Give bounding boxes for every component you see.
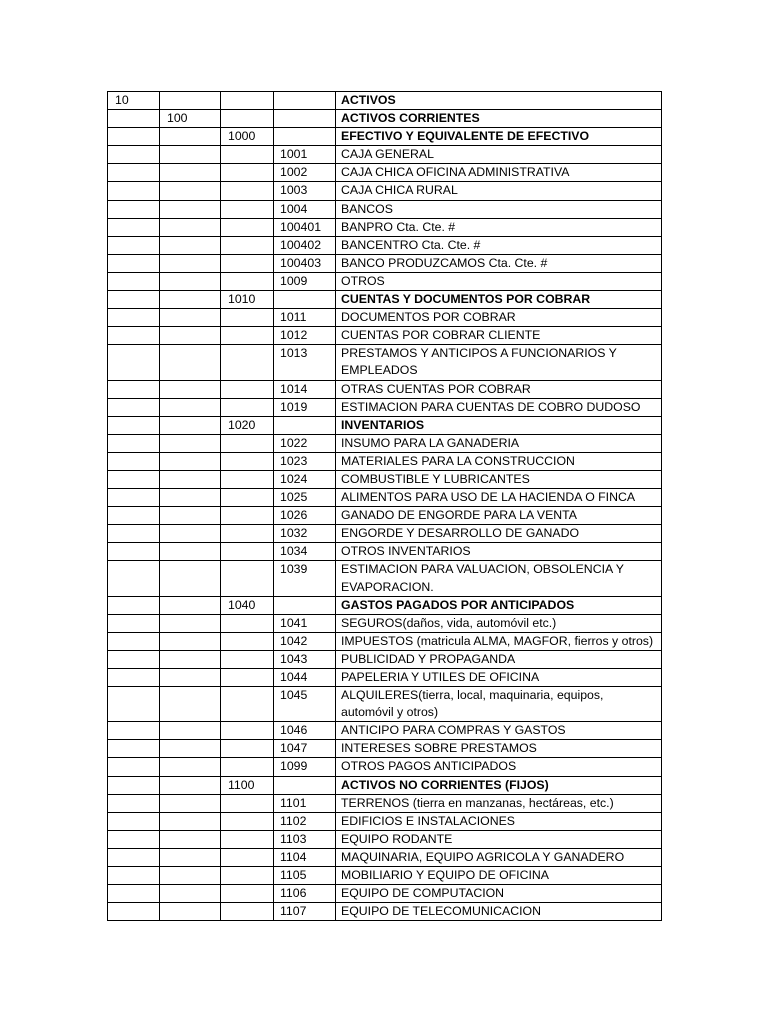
account-class-cell — [108, 848, 160, 866]
table-row — [108, 200, 662, 218]
account-group-cell — [160, 596, 221, 614]
account-code-cell: 1012 — [274, 327, 336, 345]
account-code-cell: 1046 — [274, 722, 336, 740]
account-group-cell — [160, 776, 221, 794]
account-subgroup-cell — [221, 92, 274, 110]
account-class-cell — [108, 110, 160, 128]
account-subgroup-cell — [221, 398, 274, 416]
account-subgroup-cell: 1040 — [221, 596, 274, 614]
account-name-cell: ESTIMACION PARA CUENTAS DE COBRO DUDOSO — [336, 398, 662, 416]
account-code-cell: 1044 — [274, 669, 336, 687]
account-code-cell: 1009 — [274, 272, 336, 290]
account-class-cell — [108, 740, 160, 758]
account-name-cell: ACTIVOS — [336, 92, 662, 110]
account-class-cell — [108, 236, 160, 254]
account-class-cell — [108, 632, 160, 650]
account-name-cell: BANCENTRO Cta. Cte. # — [336, 236, 662, 254]
account-code-cell — [274, 128, 336, 146]
chart-of-accounts-table — [107, 91, 662, 921]
table-row — [108, 740, 662, 758]
account-group-cell — [160, 272, 221, 290]
table-row — [108, 596, 662, 614]
account-code-cell — [274, 92, 336, 110]
account-group-cell — [160, 722, 221, 740]
account-subgroup-cell — [221, 236, 274, 254]
account-group-cell — [160, 885, 221, 903]
account-class-cell — [108, 722, 160, 740]
account-subgroup-cell — [221, 687, 274, 722]
table-row — [108, 794, 662, 812]
account-group-cell — [160, 903, 221, 921]
account-code-cell: 1022 — [274, 434, 336, 452]
account-class-cell — [108, 614, 160, 632]
account-code-cell: 1026 — [274, 507, 336, 525]
account-name-cell: ACTIVOS NO CORRIENTES (FIJOS) — [336, 776, 662, 794]
table-row — [108, 254, 662, 272]
account-subgroup-cell — [221, 650, 274, 668]
account-name-cell: MAQUINARIA, EQUIPO AGRICOLA Y GANADERO — [336, 848, 662, 866]
account-subgroup-cell — [221, 218, 274, 236]
account-class-cell — [108, 812, 160, 830]
account-group-cell — [160, 830, 221, 848]
account-code-cell: 1032 — [274, 525, 336, 543]
account-code-cell: 100401 — [274, 218, 336, 236]
account-group-cell — [160, 380, 221, 398]
account-name-cell: ALIMENTOS PARA USO DE LA HACIENDA O FINCA — [336, 489, 662, 507]
account-subgroup-cell — [221, 794, 274, 812]
account-code-cell: 1014 — [274, 380, 336, 398]
table-row — [108, 614, 662, 632]
table-row — [108, 830, 662, 848]
account-subgroup-cell — [221, 740, 274, 758]
account-name-cell: EQUIPO DE COMPUTACION — [336, 885, 662, 903]
account-code-cell: 1041 — [274, 614, 336, 632]
table-row — [108, 776, 662, 794]
account-name-cell: CAJA GENERAL — [336, 146, 662, 164]
table-body — [108, 92, 662, 921]
account-code-cell: 1099 — [274, 758, 336, 776]
account-group-cell — [160, 669, 221, 687]
account-group-cell — [160, 327, 221, 345]
account-subgroup-cell — [221, 452, 274, 470]
account-subgroup-cell — [221, 669, 274, 687]
account-group-cell — [160, 507, 221, 525]
account-name-cell: CAJA CHICA OFICINA ADMINISTRATIVA — [336, 164, 662, 182]
account-group-cell — [160, 182, 221, 200]
table-row — [108, 669, 662, 687]
account-class-cell — [108, 885, 160, 903]
account-class-cell — [108, 758, 160, 776]
account-code-cell: 1102 — [274, 812, 336, 830]
account-subgroup-cell — [221, 885, 274, 903]
table-row — [108, 650, 662, 668]
account-group-cell — [160, 146, 221, 164]
table-row — [108, 489, 662, 507]
table-row — [108, 182, 662, 200]
account-group-cell — [160, 470, 221, 488]
account-name-cell: BANCOS — [336, 200, 662, 218]
account-group-cell — [160, 650, 221, 668]
account-subgroup-cell — [221, 164, 274, 182]
account-group-cell — [160, 200, 221, 218]
account-code-cell: 1019 — [274, 398, 336, 416]
account-code-cell: 1045 — [274, 687, 336, 722]
account-group-cell — [160, 794, 221, 812]
table-row — [108, 867, 662, 885]
table-row — [108, 525, 662, 543]
account-name-cell: MOBILIARIO Y EQUIPO DE OFICINA — [336, 867, 662, 885]
account-subgroup-cell: 1100 — [221, 776, 274, 794]
account-name-cell: EQUIPO DE TELECOMUNICACION — [336, 903, 662, 921]
account-group-cell — [160, 687, 221, 722]
account-code-cell: 1011 — [274, 309, 336, 327]
table-row — [108, 561, 662, 596]
account-class-cell — [108, 327, 160, 345]
account-subgroup-cell — [221, 848, 274, 866]
table-row — [108, 632, 662, 650]
account-name-cell: BANCO PRODUZCAMOS Cta. Cte. # — [336, 254, 662, 272]
account-subgroup-cell — [221, 903, 274, 921]
table-row — [108, 687, 662, 722]
account-name-cell: ACTIVOS CORRIENTES — [336, 110, 662, 128]
account-name-cell: CUENTAS POR COBRAR CLIENTE — [336, 327, 662, 345]
table-row — [108, 236, 662, 254]
account-class-cell — [108, 434, 160, 452]
account-group-cell — [160, 434, 221, 452]
account-class-cell — [108, 272, 160, 290]
account-code-cell — [274, 110, 336, 128]
table-row — [108, 146, 662, 164]
account-code-cell: 1013 — [274, 345, 336, 380]
table-row — [108, 327, 662, 345]
table-row — [108, 380, 662, 398]
account-class-cell — [108, 687, 160, 722]
account-group-cell — [160, 848, 221, 866]
table-row — [108, 110, 662, 128]
account-name-cell: PAPELERIA Y UTILES DE OFICINA — [336, 669, 662, 687]
account-class-cell — [108, 525, 160, 543]
account-name-cell: ESTIMACION PARA VALUACION, OBSOLENCIA Y EVAPORACION. — [336, 561, 662, 596]
account-name-cell: INSUMO PARA LA GANADERIA — [336, 434, 662, 452]
account-subgroup-cell — [221, 272, 274, 290]
account-class-cell — [108, 794, 160, 812]
account-group-cell — [160, 452, 221, 470]
account-subgroup-cell — [221, 200, 274, 218]
account-code-cell: 1004 — [274, 200, 336, 218]
account-class-cell — [108, 452, 160, 470]
account-group-cell — [160, 632, 221, 650]
account-name-cell: ENGORDE Y DESARROLLO DE GANADO — [336, 525, 662, 543]
account-class-cell — [108, 650, 160, 668]
account-subgroup-cell — [221, 182, 274, 200]
account-class-cell — [108, 543, 160, 561]
account-code-cell: 1105 — [274, 867, 336, 885]
table-row — [108, 128, 662, 146]
table-row — [108, 543, 662, 561]
account-subgroup-cell — [221, 543, 274, 561]
table-row — [108, 398, 662, 416]
table-row — [108, 758, 662, 776]
table-row — [108, 291, 662, 309]
account-group-cell — [160, 309, 221, 327]
account-code-cell: 1106 — [274, 885, 336, 903]
account-code-cell: 1024 — [274, 470, 336, 488]
account-code-cell: 1104 — [274, 848, 336, 866]
account-class-cell — [108, 291, 160, 309]
account-code-cell — [274, 776, 336, 794]
account-group-cell — [160, 345, 221, 380]
account-subgroup-cell — [221, 470, 274, 488]
account-subgroup-cell — [221, 110, 274, 128]
account-code-cell — [274, 291, 336, 309]
account-class-cell — [108, 470, 160, 488]
account-group-cell — [160, 416, 221, 434]
account-code-cell: 1043 — [274, 650, 336, 668]
account-subgroup-cell — [221, 632, 274, 650]
account-subgroup-cell — [221, 380, 274, 398]
account-code-cell: 1001 — [274, 146, 336, 164]
account-name-cell: CAJA CHICA RURAL — [336, 182, 662, 200]
table-row — [108, 722, 662, 740]
table-row — [108, 470, 662, 488]
account-code-cell: 1003 — [274, 182, 336, 200]
table-row — [108, 218, 662, 236]
account-subgroup-cell: 1000 — [221, 128, 274, 146]
account-group-cell — [160, 92, 221, 110]
account-name-cell: SEGUROS(daños, vida, automóvil etc.) — [336, 614, 662, 632]
account-group-cell: 100 — [160, 110, 221, 128]
table-row — [108, 812, 662, 830]
account-name-cell: OTRAS CUENTAS POR COBRAR — [336, 380, 662, 398]
account-code-cell: 1039 — [274, 561, 336, 596]
account-group-cell — [160, 164, 221, 182]
account-class-cell — [108, 345, 160, 380]
account-subgroup-cell — [221, 254, 274, 272]
account-subgroup-cell — [221, 561, 274, 596]
account-name-cell: DOCUMENTOS POR COBRAR — [336, 309, 662, 327]
account-class-cell — [108, 596, 160, 614]
account-group-cell — [160, 218, 221, 236]
account-code-cell: 1034 — [274, 543, 336, 561]
account-name-cell: TERRENOS (tierra en manzanas, hectáreas, etc.) — [336, 794, 662, 812]
account-subgroup-cell — [221, 345, 274, 380]
account-name-cell: OTROS — [336, 272, 662, 290]
table-row — [108, 309, 662, 327]
table-row — [108, 92, 662, 110]
account-name-cell: OTROS INVENTARIOS — [336, 543, 662, 561]
table-row — [108, 164, 662, 182]
account-group-cell — [160, 614, 221, 632]
account-code-cell: 1025 — [274, 489, 336, 507]
account-class-cell — [108, 669, 160, 687]
table-row — [108, 345, 662, 380]
table-row — [108, 434, 662, 452]
account-name-cell: BANPRO Cta. Cte. # — [336, 218, 662, 236]
account-group-cell — [160, 867, 221, 885]
account-class-cell — [108, 776, 160, 794]
account-code-cell: 100403 — [274, 254, 336, 272]
account-class-cell — [108, 398, 160, 416]
account-class-cell — [108, 254, 160, 272]
account-code-cell — [274, 416, 336, 434]
account-class-cell — [108, 830, 160, 848]
account-class-cell — [108, 309, 160, 327]
account-class-cell — [108, 146, 160, 164]
account-class-cell — [108, 164, 160, 182]
account-subgroup-cell — [221, 327, 274, 345]
account-name-cell: ANTICIPO PARA COMPRAS Y GASTOS — [336, 722, 662, 740]
account-group-cell — [160, 291, 221, 309]
account-subgroup-cell — [221, 525, 274, 543]
table-row — [108, 848, 662, 866]
account-subgroup-cell — [221, 812, 274, 830]
account-class-cell — [108, 380, 160, 398]
account-class-cell — [108, 903, 160, 921]
account-name-cell: GASTOS PAGADOS POR ANTICIPADOS — [336, 596, 662, 614]
table-row — [108, 416, 662, 434]
account-name-cell: CUENTAS Y DOCUMENTOS POR COBRAR — [336, 291, 662, 309]
account-class-cell — [108, 128, 160, 146]
account-subgroup-cell — [221, 830, 274, 848]
account-code-cell: 1002 — [274, 164, 336, 182]
account-subgroup-cell — [221, 489, 274, 507]
account-group-cell — [160, 561, 221, 596]
table-row — [108, 452, 662, 470]
account-subgroup-cell — [221, 722, 274, 740]
account-name-cell: EQUIPO RODANTE — [336, 830, 662, 848]
account-subgroup-cell — [221, 434, 274, 452]
account-code-cell — [274, 596, 336, 614]
account-subgroup-cell — [221, 867, 274, 885]
account-group-cell — [160, 489, 221, 507]
account-name-cell: MATERIALES PARA LA CONSTRUCCION — [336, 452, 662, 470]
table-row — [108, 272, 662, 290]
account-class-cell — [108, 182, 160, 200]
account-class-cell — [108, 200, 160, 218]
account-name-cell: INTERESES SOBRE PRESTAMOS — [336, 740, 662, 758]
account-name-cell: IMPUESTOS (matricula ALMA, MAGFOR, fierros y otros) — [336, 632, 662, 650]
account-class-cell — [108, 416, 160, 434]
account-name-cell: PRESTAMOS Y ANTICIPOS A FUNCIONARIOS Y EMPLEADOS — [336, 345, 662, 380]
account-group-cell — [160, 758, 221, 776]
account-name-cell: PUBLICIDAD Y PROPAGANDA — [336, 650, 662, 668]
account-code-cell: 1042 — [274, 632, 336, 650]
account-group-cell — [160, 543, 221, 561]
account-subgroup-cell — [221, 146, 274, 164]
account-class-cell — [108, 867, 160, 885]
account-code-cell: 1103 — [274, 830, 336, 848]
table-row — [108, 903, 662, 921]
account-subgroup-cell — [221, 614, 274, 632]
account-group-cell — [160, 812, 221, 830]
account-class-cell — [108, 507, 160, 525]
account-group-cell — [160, 236, 221, 254]
account-subgroup-cell — [221, 758, 274, 776]
account-name-cell: EDIFICIOS E INSTALACIONES — [336, 812, 662, 830]
account-code-cell: 1047 — [274, 740, 336, 758]
account-group-cell — [160, 525, 221, 543]
table-row — [108, 507, 662, 525]
account-code-cell: 100402 — [274, 236, 336, 254]
account-name-cell: INVENTARIOS — [336, 416, 662, 434]
account-class-cell — [108, 489, 160, 507]
account-subgroup-cell — [221, 309, 274, 327]
account-subgroup-cell — [221, 507, 274, 525]
table-row — [108, 885, 662, 903]
account-code-cell: 1023 — [274, 452, 336, 470]
account-code-cell: 1107 — [274, 903, 336, 921]
account-group-cell — [160, 254, 221, 272]
account-class-cell: 10 — [108, 92, 160, 110]
account-name-cell: OTROS PAGOS ANTICIPADOS — [336, 758, 662, 776]
account-name-cell: EFECTIVO Y EQUIVALENTE DE EFECTIVO — [336, 128, 662, 146]
account-name-cell: COMBUSTIBLE Y LUBRICANTES — [336, 470, 662, 488]
account-class-cell — [108, 561, 160, 596]
account-name-cell: ALQUILERES(tierra, local, maquinaria, equipos, automóvil y otros) — [336, 687, 662, 722]
account-code-cell: 1101 — [274, 794, 336, 812]
account-group-cell — [160, 740, 221, 758]
account-group-cell — [160, 128, 221, 146]
account-name-cell: GANADO DE ENGORDE PARA LA VENTA — [336, 507, 662, 525]
account-group-cell — [160, 398, 221, 416]
account-subgroup-cell: 1020 — [221, 416, 274, 434]
account-subgroup-cell: 1010 — [221, 291, 274, 309]
account-class-cell — [108, 218, 160, 236]
